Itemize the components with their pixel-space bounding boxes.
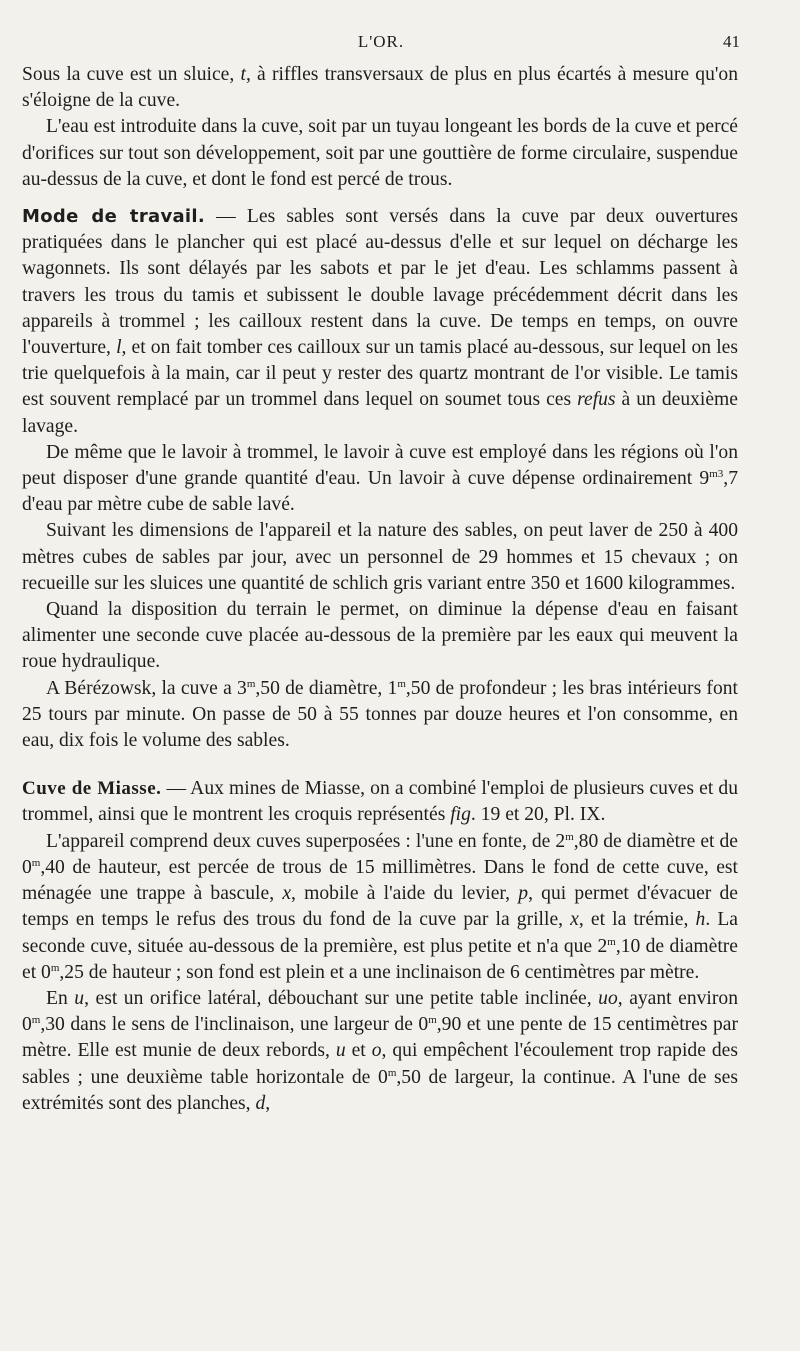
text-run: ,80 de diamètre et de 0: [22, 830, 738, 878]
text-run: et: [345, 1040, 372, 1062]
symbol-h: h: [695, 909, 706, 931]
page-number: 41: [723, 32, 740, 51]
unit-superscript: m: [31, 856, 41, 869]
text-run: à un deuxième lavage.: [22, 389, 738, 437]
paragraph-capacity: [22, 518, 738, 597]
paragraph-water-intake: [22, 114, 738, 193]
unit-superscript: m: [428, 1014, 437, 1027]
text-run: ,50 de profondeur ; les bras intérieurs font 25 tours par minute. On passe de 50 à 55 tonnes par douze heures et l'on consomme, en eau, dix fois le volume des sables.: [22, 677, 738, 752]
symbol-o: o: [371, 1040, 382, 1062]
term-refus: refus: [577, 389, 616, 411]
spacer: [22, 193, 738, 204]
symbol-p: p: [518, 883, 529, 905]
body-text: [22, 62, 738, 1117]
unit-superscript: m: [397, 677, 406, 690]
text-run: ,25 de hauteur ; son fond est plein et a une inclinaison de 6 centimètres par mètre.: [59, 961, 700, 983]
text-run: — Aux mines de Miasse, on a combiné l'emploi de plusieurs cuves et du trommel, ainsi que le montrent les croquis représentés: [22, 778, 739, 826]
text-run: . 19 et 20, Pl. IX.: [470, 804, 606, 826]
unit-superscript: m: [31, 1014, 41, 1027]
text-run: , qui empêchent l'écoulement trop rapide des sables ; une deuxième table horizontale de 0: [22, 1040, 739, 1088]
text-run: — Les sables sont versés dans la cuve par deux ouvertures pratiquées dans le plancher qui est placé au-dessus d'elle et sur lequel on décharge les wagonnets. Ils sont délayés par les sabots et par le jet d'eau. Les schlamms passent à travers les trous du tamis et subissent le double lavage précédemment décrit dans les appareils à trommel ; les cailloux restent dans la cuve. De temps en temps, on ouvre l'ouverture,: [22, 206, 738, 359]
symbol-t: t: [240, 64, 246, 85]
text-run: A Bérézowsk, la cuve a 3: [46, 677, 247, 699]
unit-superscript: m: [387, 1066, 397, 1079]
spacer: [22, 754, 738, 776]
unit-superscript: m: [50, 961, 60, 974]
text-run: En: [46, 987, 75, 1009]
paragraph-berezowsk: [22, 676, 738, 755]
text-run: Suivant les dimensions de l'appareil et la nature des sables, on peut laver de 250 à 400 mètres cubes de sables par jour, avec un personnel de 29 hommes et 15 chevaux ; on recueille sur les sluices une quantité de schlich gris variant entre 350 et 1600 kilogrammes.: [22, 520, 738, 594]
text-run: Sous la cuve est un sluice,: [22, 64, 241, 85]
paragraph-second-cuve: [22, 597, 738, 676]
paragraph-water-usage: [22, 440, 738, 519]
text-run: ,50 de diamètre, 1: [255, 677, 398, 699]
symbol-x: x: [570, 909, 579, 931]
paragraph-sluice: [22, 62, 738, 114]
symbol-u: u: [335, 1040, 346, 1062]
text-run: , est un orifice latéral, débouchant sur une petite table inclinée,: [84, 987, 599, 1009]
text-run: ,10 de diamètre et 0: [22, 935, 738, 983]
text-run: L'eau est introduite dans la cuve, soit par un tuyau longeant les bords de la cuve et percé d'orifices sur tout son développement, soit par une gouttière de forme circulaire, suspendue au-dessus de la cuve, et dont le fond est percé de trous.: [22, 116, 738, 190]
text-run: L'appareil comprend deux cuves superposées : l'une en fonte, de 2: [46, 830, 566, 852]
text-run: ,90 et une pente de 15 centimètres par mètre. Elle est munie de deux rebords,: [22, 1014, 738, 1062]
symbol-l: l: [116, 337, 122, 359]
paragraph-mode-de-travail: [22, 204, 738, 440]
text-run: . La seconde cuve, située au-dessous de la première, est plus petite et n'a que 2: [22, 909, 739, 957]
text-run: , à riffles transversaux de plus en plus écartés à mesure qu'on s'éloigne de la cuve.: [22, 64, 738, 112]
unit-superscript: m: [565, 830, 574, 843]
symbol-d: d: [255, 1092, 266, 1114]
paragraph-appareil: [22, 829, 738, 986]
text-run: , qui permet d'évacuer de temps en temps le refus des trous du fond de la cuve par la grille,: [22, 883, 738, 931]
running-title: L'OR.: [357, 32, 405, 51]
text-run: , ayant environ 0: [22, 987, 738, 1036]
text-run: , et la trémie,: [578, 909, 696, 931]
text-run: ,50 de largeur, la continue. A l'une de ses extrémités sont des planches,: [22, 1066, 738, 1114]
figure-reference: fig: [450, 804, 471, 826]
symbol-x: x: [282, 883, 292, 905]
text-run: ,40 de hauteur, est percée de trous de 15 millimètres. Dans le fond de cette cuve, est ménagée une trappe à bascule,: [22, 856, 738, 905]
text-run: ,: [265, 1092, 271, 1114]
symbol-uo: uo: [598, 987, 618, 1009]
section-heading-cuve-de-miasse: Cuve de Miasse.: [22, 778, 162, 800]
symbol-u: u: [74, 987, 85, 1009]
text-run: ,7 d'eau par mètre cube de sable lavé.: [22, 468, 738, 516]
text-run: , et on fait tomber ces cailloux sur un tamis placé au-dessous, sur lequel on les trie quelquefois à la main, car il peut y rester des quartz montrant de l'or visible. Le tamis est souvent remplacé par un trommel dans lequel on soumet tous ces: [22, 337, 738, 411]
running-header: [22, 32, 740, 60]
unit-superscript: m: [607, 935, 616, 948]
unit-superscript: m3: [709, 468, 724, 481]
section-heading-mode-de-travail: Mode de travail.: [22, 206, 206, 228]
unit-superscript: m: [246, 677, 256, 690]
paragraph-cuve-de-miasse: [22, 776, 738, 828]
text-run: , mobile à l'aide du levier,: [291, 883, 519, 905]
text-run: ,30 dans le sens de l'inclinaison, une largeur de 0: [40, 1014, 429, 1036]
text-run: Quand la disposition du terrain le permet, on diminue la dépense d'eau en faisant alimenter une seconde cuve placée au-dessous de la première par les eaux qui meuvent la roue hydraulique.: [22, 599, 738, 673]
paragraph-orifice: [22, 986, 738, 1117]
text-run: De même que le lavoir à trommel, le lavoir à cuve est employé dans les régions où l'on peut disposer d'une grande quantité d'eau. Un lavoir à cuve dépense ordinairement 9: [22, 441, 738, 490]
